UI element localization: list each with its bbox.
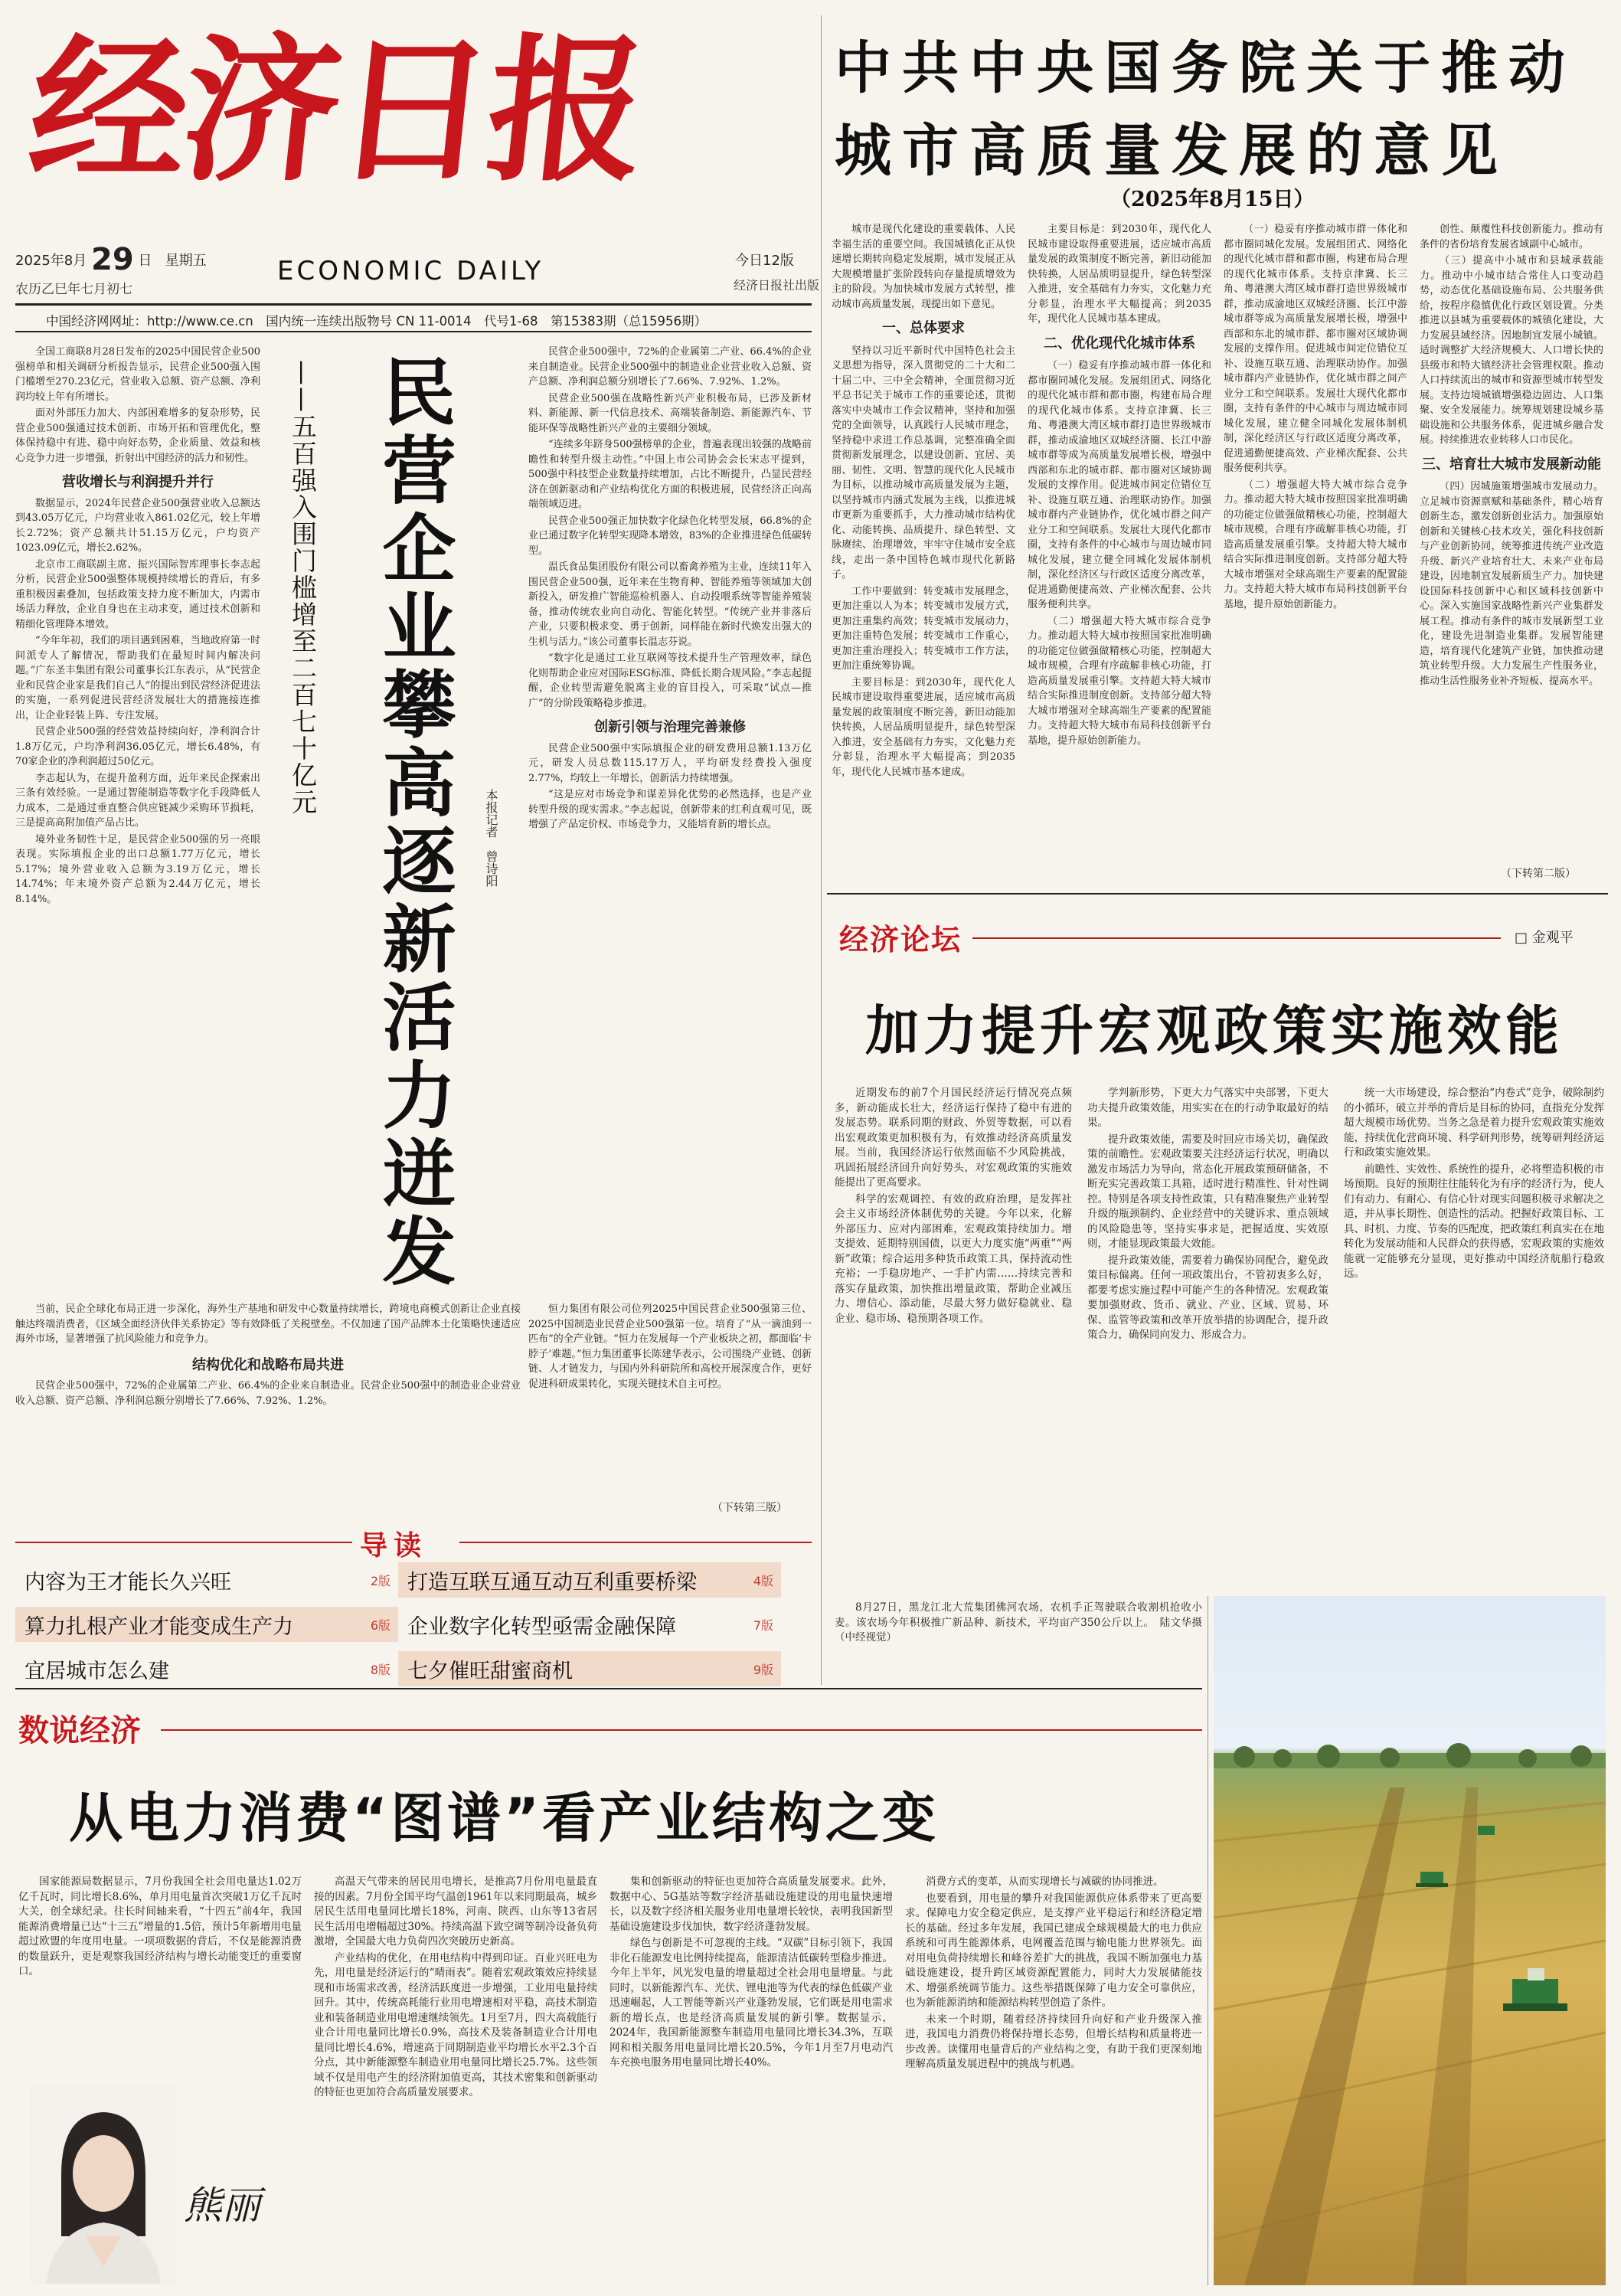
lead-p16: 民营企业500强中实际填报企业的研发费用总额1.13万亿元，研发人员总数115.17万人，平均研发经费投入强度2.77%，均较上一年增长，创新活力持续增强。 xyxy=(528,742,812,784)
info-rule xyxy=(15,331,812,332)
forum-c2: 学判新形势，下更大力气落实中央部署，下更大功夫提升政策效能，用实实在在的行动争取最好的结果。 xyxy=(1087,1087,1329,1129)
doc-col-4 xyxy=(1420,222,1603,862)
lead-p9: 当前，民企全球化布局正进一步深化，海外生产基地和研发中心数量持续增长，跨境电商模式创新让企业直接触达终端消费者，《区域全面经济伙伴关系协定》等有效降低了关税壁垒。不仅加速了国产品牌本土化策略快速适应海外市场，显著增强了抗风险能力和竞争力。 xyxy=(15,1303,521,1345)
forum-rule xyxy=(972,937,1501,939)
doc-sec1-text3: 主要目标是：到2030年，现代化人民城市建设取得重要进展，适应城市高质量发展的政策制度不断完善，新旧动能加快转换，人居品质明显提升，绿色转型深入推进，安全基础有力夯实，文化魅力充分彰显，治理水平大幅提高；到2035年，现代化人民城市基本建成。 xyxy=(832,676,1015,778)
doc-sec2-text3: （三）提高中小城市和县城承载能力。推动中小城市结合常住人口变动趋势，动态优化基础设施布局、公共服务供给，按程序稳慎优化行政区划设置。分类推进以县城为重要载体的城镇化建设，大力发展县域经济。因地制宜发展小城镇。适时调整扩大经济规模大、人口增长快的县级市和特大镇经济社会管理权限。推动人口持续流出的城市和资源型城市转型发展。支持边境城镇增强稳边固边、人口集聚、安全发展能力。统筹规划建设城乡基础设施和公共服务体系，促进城乡融合发展。持续推进农业转移人口市民化。 xyxy=(1420,255,1603,446)
data-col-3 xyxy=(610,1875,893,2281)
lunar-date: 农历乙巳年七月初七 xyxy=(15,282,132,297)
doc-col3-text: （一）稳妥有序推动城市群一体化和都市圈同城化发展。发展组团式、网络化的现代化城市群和都市圈，构建布局合理的现代化城市体系。支持京津冀、长三角、粤港澳大湾区城市群打造世界级城市群，推动成渝地区双城经济圈、长江中游城市群等成为高质量发展增长极，增强中西部和东北的城市群、都市圈对区域协调发展的支撑作用。促进城市间定位错位互补、设施互联互通、治理联动协作。加强城市群内产业链协作，优化城市群之间产业分工和空间联系。发展壮大现代化都市圈，支持有条件的中心城市与周边城市同城化发展，建立健全同城化发展体制机制，深化经济区与行政区适度分离改革，促进通勤便捷高效、产业梯次配套、公共服务便利共享。 xyxy=(1224,224,1407,474)
data-col-2 xyxy=(314,1875,597,2281)
lead-subhead: ——五百强入围门槛增至二百七十亿元 xyxy=(288,360,318,816)
harvest-photo xyxy=(1214,1596,1606,2285)
lead-p15: “数字化是通过工业互联网等技术提升生产管理效率，绿色化则帮助企业应对国际ESG标准、降低长期合规风险。”李志起提醒，企业转型需避免脱离主业的盲目投入，可采取“试点—推广”的分阶段策略稳步推进。 xyxy=(528,652,812,709)
doc-col4-text: 创性、颠覆性科技创新能力。推动有条件的省份培育发展省域副中心城市。 xyxy=(1420,224,1603,250)
data-c3: 集和创新驱动的特征也更加符合高质量发展要求。此外，数据中心、5G基站等数字经济基础设施建设的用电量快速增长，以及数字经济相关服务业用电量增长较快，表明我国新型基础设施建设步伐加快，数字经济蓬勃发展。 xyxy=(610,1876,893,1933)
guide-rule-left xyxy=(15,1542,352,1543)
date-line xyxy=(15,242,276,277)
forum-c2b: 提升政策效能，需要及时回应市场关切，确保政策的前瞻性。宏观政策要关注经济运行状况，明确以激发市场活力为导向，常态化开展政策预研储备，不断充实完善政策工具箱，适时进行精准性、针对性调控。特别是各项支持性政策，只有精准聚焦产业转型升级的瓶颈制约、企业经营中的关键诉求、重点领域的风险隐患等，坚持实事求是，把握适度、实效原则，才能显现政策最大效能。 xyxy=(1087,1133,1329,1250)
guide-item-2[interactable]: 打造互联互通互动互利重要桥梁 4版 xyxy=(398,1562,781,1598)
lead-p11: 民营企业500强在战略性新兴产业积极布局，已涉及新材料、新能源、新一代信息技术、高端装备制造、新能源汽车、节能环保等战略性新兴产业的主要细分领域。 xyxy=(528,392,812,434)
lead-h1: 营收增长与利润提升并行 xyxy=(62,474,214,490)
doc-col3-text2: （二）增强超大特大城市综合竞争力。推动超大特大城市按照国家批准明确的功能定位做强做精核心功能，控制超大城市规模，合理有序疏解非核心功能，打造高质量发展重引擎。支持超大特大城市结合实际推进制度创新。支持部分超大特大城市增强对全球高端生产要素的配置能力。支持超大特大城市布局科技创新平台基地，提升原始创新能力。 xyxy=(1224,479,1407,610)
lead-p7: 李志起认为，在提升盈利方面，近年来民企探索出三条有效经验。一是通过智能制造等数字化手段降低人力成本，二是通过垂直整合供应链减少采购环节损耗，三是提高高附加值产品占比。 xyxy=(15,772,260,829)
doc-col-1 xyxy=(832,222,1015,888)
date: 2025年8月 xyxy=(15,253,87,269)
data-col-1 xyxy=(18,1875,302,2074)
lead-p12: “连续多年跻身500强榜单的企业，普遍表现出较强的战略前瞻性和转型升级主动性。”中国上市公司协会会长宋志平提到，500强中科技型企业数量持续增加，占比不断提升，凸显民营经济在创新驱动和产业结构优化方面的积极进展，民营经济正向高端领域迈进。 xyxy=(528,439,812,510)
english-name: ECONOMIC DAILY xyxy=(277,256,544,286)
photo-illustration xyxy=(1214,1596,1606,2285)
forum-c2c: 提升政策效能，需要着力确保协同配合，避免政策目标偏离。任何一项政策出台，不管初衷多么好，都要考虑实施过程中可能产生的各种情况。宏观政策要加强财政、货币、就业、产业、区域、贸易、环保、监管等政策和改革开放举措的协调配合，提升政策合力，确保同向发力、形成合力。 xyxy=(1087,1254,1329,1341)
lead-p3: 数据显示，2024年民营企业500强营业收入总额达到43.05万亿元，户均营业收入861.02亿元，较上年增长2.72%；资产总额共计51.15万亿元，户均资产1023.09亿元，增长2.62%。 xyxy=(15,497,260,554)
forum-column-name: 经济论坛 xyxy=(839,922,962,957)
forum-c1b: 科学的宏观调控、有效的政府治理，是发挥社会主义市场经济体制优势的关键。今年以来，化解外部压力、应对内部困难，宏观政策持续加力。增支提效、延期特别国债，以更大力度实施“两重”“两新”政策；综合运用多种货币政策工具，保持流动性充裕；一手稳房地产、一手扩内需……持续完善和落实存量政策，加快推出增量政策，帮助企业减压力、增信心、添动能，尽最大努力做好稳就业、稳企业、稳市场、稳预期各项工作。 xyxy=(835,1192,1072,1325)
portrait-illustration xyxy=(31,2083,176,2284)
forum-c3: 统一大市场建设，综合整治“内卷式”竞争，破除制约的小循环，破立并举的背后是目标的协同，直指充分发挥超大规模市场优势。当务之急是着力提升宏观政策实施效能，持续优化营商环境、科学研判形势，统筹研判经济运行和政策实施效果。 xyxy=(1344,1087,1604,1159)
forum-c3b: 前瞻性、实效性、系统性的提升，必将塑造积极的市场预期。良好的预期往往能转化为有序的经济行为，使人们有动力、有耐心、有信心针对现实问题积极寻求解决之道，并从事长期性、创造性的活动。把握好政策目标、工具、时机、力度、节奏的匹配度，把政策红利真实在在地转化为发展动能和人民群众的获得感，宏观政策的实施效能就一定能够充分显现，更好推动中国经济航船行稳致远。 xyxy=(1344,1163,1604,1280)
lead-p1: 全国工商联8月28日发布的2025中国民营企业500强榜单和相关调研分析报告显示，民营企业500强入围门槛增至270.23亿元，营业收入总额、资产总额、净利润均较上年有所增长。 xyxy=(15,346,260,403)
guide-rule-right xyxy=(459,1542,812,1543)
data-c3b: 绿色与创新是不可忽视的主线。“双碳”目标引领下，我国非化石能源发电比例持续提高，能源清洁低碳转型稳步推进。今年上半年，风光发电量的增量超过全社会用电量增量。与此同时，以新能源汽车、光伏、锂电池等为代表的绿色低碳产业迅速崛起，人工智能等新兴产业蓬勃发展，它们既是用电需求新的增长点，也是经济高质量发展的新引擎。数据显示，2024年，我国新能源整车制造用电量同比增长34.3%，互联网和相关服务用电量同比增长20.5%，今年1月至7月电动汽车充换电服务用电量同比增长40%。 xyxy=(610,1937,893,2069)
lead-p10b: 民营企业500强中，72%的企业属第二产业、66.4%的企业来自制造业。民营企业500强中的制造业企业营业收入总额、资产总额、净利润总额分别增长了7.66%、7.92%、1.2%。 xyxy=(15,1380,521,1407)
doc-intro: 城市是现代化建设的重要载体、人民幸福生活的重要空间。我国城镇化正从快速增长期转向稳定发展期，城市发展正从大规模增量扩张阶段转向存量提质增效为主的阶段。为加快城市发展方式转型，推动城市高质量发展，现提出如下意见。 xyxy=(832,224,1015,310)
masthead-rule xyxy=(15,303,812,306)
data-story-rule xyxy=(161,1729,1202,1731)
data-c4b: 也要看到，用电量的攀升对我国能源供应体系带来了更高要求。保障电力安全稳定供应，是支撑产业平稳运行和经济稳定增长的基础。经过多年发展，我国已建成全球规模最大的电力供应系统和可再生能源体系，电网覆盖范围与输电能力世界领先。面对用电负荷持续增长和峰谷差扩大的挑战，我国不断加强电力基础设施建设，提升跨区域资源配置能力，同时大力发展储能技术、增强系统调节能力。这些举措既保障了电力安全可靠供应，也为新能源消纳和能源结构转型创造了条件。 xyxy=(905,1892,1202,2009)
lead-col-3 xyxy=(528,345,812,1287)
lead-p13: 民营企业500强正加快数字化绿色化转型发展，66.8%的企业已通过数字化转型实现降本增效，83%的企业推进绿色低碳转型。 xyxy=(528,515,812,557)
lead-byline: 本报记者 曾诗阳 xyxy=(484,789,498,887)
lead-continued: （下转第三版） xyxy=(712,1502,787,1514)
forum-headline: 加力提升宏观政策实施效能 xyxy=(865,999,1564,1062)
day-suffix: 日 xyxy=(138,253,152,269)
lead-p6: 民营企业500强的经营效益持续向好，净利润合计1.8万亿元，户均净利润36.05亿元，增长6.48%，有70家企业的净利润超过50亿元。 xyxy=(15,726,260,767)
lead-p8: 境外业务韧性十足，是民营企业500强的另一亮眼表现。实际填报企业的出口总额1.77万亿元，增长5.17%；境外营业收入总额为3.19万亿元，增长14.74%；年末境外资产总额为2.44万亿元，增长8.14%。 xyxy=(15,833,260,905)
weekday: 星期五 xyxy=(165,253,207,269)
doc-col2-text: 主要目标是：到2030年，现代化人民城市建设取得重要进展，适应城市高质量发展的政策制度不断完善，新旧动能加快转换，人居品质明显提升，绿色转型深入推进，安全基础有力夯实，文化魅力充分彰显，治理水平大幅提高；到2035年，现代化人民城市基本建成。 xyxy=(1028,224,1211,325)
forum-c1: 近期发布的前7个月国民经济运行情况亮点频多，新动能成长壮大，经济运行保持了稳中有进的发展态势。联系同期的财政、外贸等数据，可以看出宏观政策更加积极有为，有效推动经济高质量发展。当前，我国经济运行依然面临不少风险挑战，巩固拓展经济回升向好势头，对宏观政策的实施效能提出了更高要求。 xyxy=(835,1087,1072,1189)
data-story-top-rule xyxy=(15,1688,1202,1689)
combine-harvester-1 xyxy=(1503,1968,1567,2011)
data-c2: 高温天气带来的居民用电增长，是推高7月份用电量最直接的因素。7月份全国平均气温创1961年以来同期最高，城乡居民生活用电量同比增长18%，河南、陕西、山东等13省居民生活用电增幅超过30%。持续高温下致空调等制冷设备负荷激增，全国最大电力负荷四次突破历史新高。 xyxy=(314,1876,597,1948)
doc-col-2 xyxy=(1028,222,1211,888)
combine-harvester-2 xyxy=(1416,1872,1448,1887)
photo-caption: 8月27日，黑龙江北大荒集团佛河农场，农机手正驾驶联合收割机抢收小麦。该农场今年积极推广新品种、新技术，平均亩产350公斤以上。 陆文华摄（中经视觉） xyxy=(835,1601,1202,1644)
doc-title-line1: 中共中央国务院关于推动 xyxy=(835,35,1576,101)
guide-title: 导读 xyxy=(360,1530,428,1562)
lead-p10: 民营企业500强中，72%的企业属第二产业、66.4%的企业来自制造业。民营企业500强中的制造业企业营业收入总额、资产总额、净利润总额分别增长了7.66%、7.92%、1.2%。 xyxy=(528,346,812,388)
doc-sec2-text2: （二）增强超大特大城市综合竞争力。推动超大特大城市按照国家批准明确的功能定位做强做精核心功能，控制超大城市规模，合理有序疏解非核心功能，打造高质量发展重引擎。支持超大特大城市结合实际推进制度创新。支持部分超大特大城市增强对全球高端生产要素的配置能力。支持超大特大城市布局科技创新平台基地，提升原始创新能力。 xyxy=(1028,615,1211,747)
publisher: 经济日报社出版 xyxy=(734,278,820,293)
doc-sec1-text2: 工作中要做到：转变城市发展理念，更加注重以人为本；转变城市发展方式，更加注重集约高效；转变城市发展动力，更加注重特色发展；转变城市工作重心，更加注重治理投入；转变城市工作方法，更加注重统筹协调。 xyxy=(832,585,1015,672)
lead-h3: 创新引领与治理完善兼修 xyxy=(594,719,746,735)
data-c1: 国家能源局数据显示，7月份我国全社会用电量达1.02万亿千瓦时，同比增长8.6%，单月用电量首次突破1万亿千瓦时大关，创全球纪录。往长时间轴来看，“十四五”前4年，我国能源消费增量已达“十三五”增量的1.5倍，预计5年新增用电量超过欧盟的年度用电量。一项项数据的背后，不仅是能源消费的数量跃升，更是观察我国经济结构与增长动能变迁的重要窗口。 xyxy=(18,1876,302,1977)
author-signature: 熊丽 xyxy=(184,2183,260,2228)
doc-col-3 xyxy=(1224,222,1407,888)
doc-continued: （下转第二版） xyxy=(1501,868,1576,880)
info-line: 中国经济网网址：http://www.ce.cn 国内统一连续出版物号 CN 11-0014 代号1-68 第15383期（总15956期） xyxy=(46,314,707,329)
data-story-headline: 从电力消费“图谱”看产业结构之变 xyxy=(69,1787,940,1850)
author-portrait xyxy=(31,2083,176,2284)
guide-item-5[interactable]: 宜居城市怎么建 8版 xyxy=(25,1659,391,1683)
doc-bottom-rule xyxy=(827,893,1608,895)
vsep-main xyxy=(821,15,822,1685)
lead-p2: 面对外部压力加大、内部困难增多的复杂形势，民营企业500强通过技术创新、市场开拓和管理优化，整体保持稳中有进、稳中向好态势，企业质量、效益和核心竞争力进一步增强，折射出中国经济的活力和韧性。 xyxy=(15,407,260,464)
lead-headline: 民营企业攀高逐新活力迸发 xyxy=(371,354,457,1291)
lead-col-1 xyxy=(15,345,260,1287)
guide-item-6[interactable]: 七夕催旺甜蜜商机 9版 xyxy=(398,1651,781,1686)
lead-bottom-right xyxy=(528,1302,812,1509)
doc-date: （2025年8月15日） xyxy=(1110,188,1315,211)
data-col-4 xyxy=(905,1875,1202,2281)
doc-sec1-title: 一、总体要求 xyxy=(882,320,965,336)
lead-p18: 恒力集团有限公司位列2025中国民营企业500强第三位、2025中国制造业民营企业500强第一位。培育了“从一滴油到一匹布”的全产业链。“恒力在发展每一个产业板块之初，都面临‘卡脖子’难题。”恒力集团董事长陈建华表示，公司围绕产业链、创新链、人才链发力，与国内外科研院所和高校开展深度合作，更好促进科研成果转化，实现关键技术自主可控。 xyxy=(528,1303,812,1390)
doc-sec3-title: 三、培育壮大城市发展新动能 xyxy=(1422,456,1601,473)
guide-item-1[interactable]: 内容为王才能长久兴旺 2版 xyxy=(25,1570,391,1594)
doc-sec1-text: 坚持以习近平新时代中国特色社会主义思想为指导，深入贯彻党的二十大和二十届二中、三中全会精神，全面贯彻习近平总书记关于城市工作的重要论述，贯彻落实中央城市工作会议精神，坚持和加强党的全面领导，认真践行人民城市理念，坚持稳中求进工作总基调，完整准确全面贯彻新发展理念，以建设创新、宜居、美丽、韧性、文明、智慧的现代化人民城市为目标，以推动城市高质量发展为主题，以坚持城市内涵式发展为主线，以推进城市更新为重要抓手，大力推动城市结构优化、动能转换、品质提升、绿色转型、文脉赓续、治理增效，牢牢守住城市安全底线，走出一条中国特色城市现代化新路子。 xyxy=(832,345,1015,581)
forum-col-1 xyxy=(835,1086,1072,1561)
lead-bottom-block xyxy=(15,1302,521,1509)
guide-item-3[interactable]: 算力扎根产业才能变成生产力 6版 xyxy=(15,1607,398,1642)
forum-col-3 xyxy=(1344,1086,1604,1561)
lead-p4: 北京市工商联副主席、振兴国际智库理事长李志起分析，民营企业500强整体规模持续增长的背后，有多重积极因素叠加，包括政策支持力度不断加大，内需市场活力释放，企业自身也在主动求变，通过技术创新和精细化管理降本增效。 xyxy=(15,558,260,630)
data-story-column-name: 数说经济 xyxy=(18,1712,141,1748)
forum-col-2b xyxy=(1087,1086,1329,1561)
lead-h2: 结构优化和战略布局共进 xyxy=(192,1356,344,1373)
masthead-logo: 经济日报 xyxy=(21,19,651,203)
page-count: 今日12版 xyxy=(735,253,794,269)
lead-p17: “这是应对市场竞争和谋差异化优势的必然选择，也是产业转型升级的现实需求。”李志起说，创新带来的红利直观可见，既增强了产品定价权、市场竞争力，又能培育新的增长点。 xyxy=(528,789,812,830)
doc-sec2-text: （一）稳妥有序推动城市群一体化和都市圈同城化发展。发展组团式、网络化的现代化城市群和都市圈，构建布局合理的现代化城市体系。支持京津冀、长三角、粤港澳大湾区城市群打造世界级城市群，推动成渝地区双城经济圈、长江中游城市群等成为高质量发展增长极，增强中西部和东北的城市群、都市圈对区域协调发展的支撑作用。促进城市间定位错位互补、设施互联互通、治理联动协作。加强城市群内产业链协作，优化城市群之间产业分工和空间联系。发展壮大现代化都市圈，支持有条件的中心城市与周边城市同城化发展，建立健全同城化发展体制机制，深化经济区与行政区适度分离改革，促进通勤便捷高效、产业梯次配套、公共服务便利共享。 xyxy=(1028,360,1211,610)
data-c4: 消费方式的变革，从而实现增长与减碳的协同推进。 xyxy=(926,1876,1164,1888)
doc-sec3-text: （四）因城施策增强城市发展动力。立足城市资源禀赋和基础条件，精心培育创新生态，激发创新创业活力。加强原始创新和关键核心技术攻关，强化科技创新与产业创新协同，统筹推进传统产业改造升级、新兴产业培育壮大、未来产业布局建设，因地制宜发展新质生产力。加快建设国际科技创新中心和区域科技创新中心。深入实施国家战略性新兴产业集群发展工程。推动有条件的城市发展新型工业化，建设先进制造业集群。发展智能建造，培育现代化建筑产业链，加快推动建筑业转型升级。大力发展生产性服务业，推动生活性服务业补齐短板、提高水平。 xyxy=(1420,481,1603,687)
lead-p5: “今年年初，我们的项目遇到困难，当地政府第一时间派专人了解情况，帮助我们在最短时间内解决问题。”广东圣丰集团有限公司董事长江东表示，从“民营企业和民营企业家是我们自己人”的提出到民营经济促进法的实施，一系列促进民营经济发展壮大的措施接连推出，让企业轻装上阵、专注发展。 xyxy=(15,635,260,721)
forum-author: □ 金观平 xyxy=(1515,930,1574,946)
lead-p14: 温氏食品集团股份有限公司以畜禽养殖为主业，连续11年入围民营企业500强，近年来在生物育种、智能养殖等领域加大创新投入，研发推广智能巡检机器人、自动投喂系统等智能养殖装备，推动传统农业向自动化、智能化转型。“传统产业并非落后产业，只要积极求变、勇于创新，同样能在新时代焕发出强大的生机与活力。”该公司董事长温志芬说。 xyxy=(528,561,812,648)
combine-harvester-3 xyxy=(1478,1826,1495,1835)
guide-item-4[interactable]: 企业数字化转型亟需金融保障 7版 xyxy=(407,1614,773,1639)
doc-title-line2: 城市高质量发展的意见 xyxy=(835,118,1508,184)
doc-sec2-title: 二、优化现代化城市体系 xyxy=(1044,335,1195,352)
data-c2b: 产业结构的优化，在用电结构中得到印证。百业兴旺电为先，用电量是经济运行的“晴雨表”。随着宏观政策效应持续显现和市场需求改善，经济活跃度进一步增强，工业用电量持续回升。其中，传统高耗能行业用电增速相对平稳，高技术制造业和装备制造业用电增速继续领先。1月至7月，四大高载能行业合计用电量同比增长0.9%，高技术及装备制造业合计用电量同比增长4.6%，增速高于同期制造业平均增长水平2.3个百分点，其中新能源整车制造业用电量同比增长25.7%。这些领域不仅是用电产生的经济附加值更高，其技术密集和创新驱动的特征也更加符合高质量发展要求。 xyxy=(314,1951,597,2098)
day-number: 29 xyxy=(91,242,134,277)
data-c4c: 未来一个时期，随着经济持续回升向好和产业升级深入推进，我国电力消费仍将保持增长态势，但增长结构和质量将进一步改善。读懂用电量背后的产业结构之变，有助于我们更深刻地理解高质量发展进程中的挑战与机遇。 xyxy=(905,2013,1202,2070)
